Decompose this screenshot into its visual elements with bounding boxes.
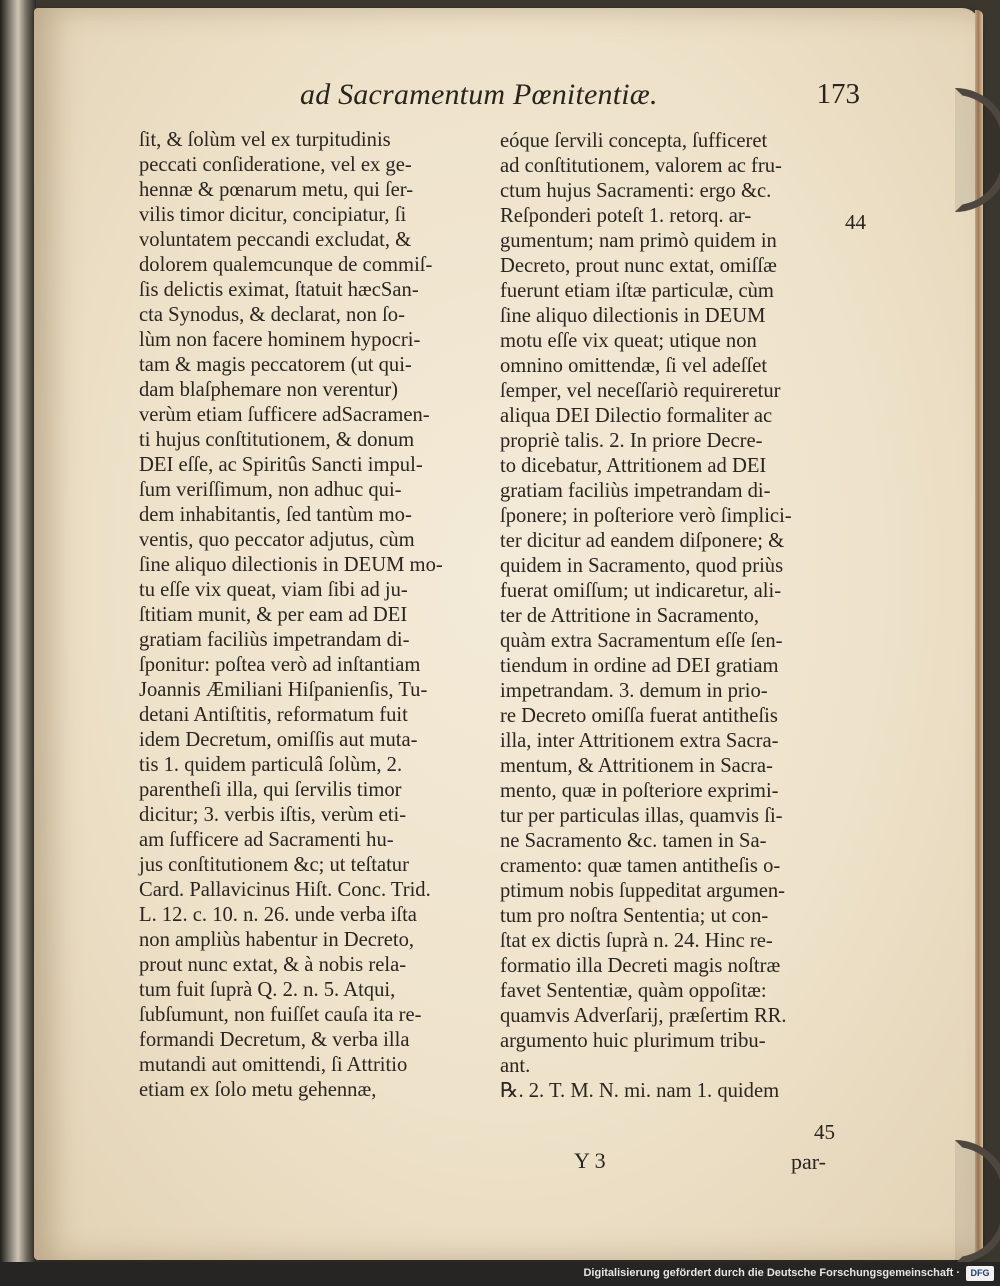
text-line: formatio illa Decreti magis noſtræ bbox=[500, 955, 781, 977]
text-line: dolorem qualemcunque de commiſ- bbox=[139, 254, 433, 276]
text-line: propriè talis. 2. In priore Decre- bbox=[500, 430, 763, 452]
text-line: favet Sententiæ, quàm oppoſitæ: bbox=[500, 980, 767, 1002]
text-line: cta Synodus, & declarat, non ſo- bbox=[139, 304, 405, 326]
margin-number-45: 45 bbox=[814, 1120, 835, 1144]
text-line: ℞. 2. T. M. N. mi. nam 1. quidem bbox=[500, 1080, 780, 1102]
text-line: am ſufficere ad Sacramenti hu- bbox=[139, 829, 394, 851]
text-line: gratiam faciliùs impetrandam di- bbox=[500, 480, 771, 502]
text-line: idem Decretum, omiſſis aut muta- bbox=[139, 729, 418, 751]
text-line: tu eſſe vix queat, viam ſibi ad ju- bbox=[139, 579, 408, 601]
text-line: parentheſi illa, qui ſervilis timor bbox=[139, 779, 402, 801]
text-line: ctum hujus Sacramenti: ergo &c. bbox=[500, 180, 772, 202]
text-line: ſponitur: poſtea verò ad inſtantiam bbox=[139, 654, 421, 676]
text-line: mento, quæ in poſteriore exprimi- bbox=[500, 780, 779, 802]
text-line: quàm extra Sacramentum eſſe ſen- bbox=[500, 630, 783, 652]
book-spine bbox=[0, 0, 36, 1286]
text-line: ter de Attritione in Sacramento, bbox=[500, 605, 760, 627]
page-number: 173 bbox=[816, 78, 860, 110]
text-line: ſit, & ſolùm vel ex turpitudinis bbox=[139, 129, 391, 151]
text-line: ſum veriſſimum, non adhuc qui- bbox=[139, 479, 402, 501]
left-column bbox=[139, 128, 477, 1103]
text-line: tum fuit ſuprà Q. 2. n. 5. Atqui, bbox=[139, 979, 396, 1001]
running-header bbox=[300, 78, 860, 124]
text-line: eóque ſervili concepta, ſufficeret bbox=[500, 130, 768, 152]
text-line: ter dicitur ad eandem diſponere; & bbox=[500, 530, 785, 552]
text-line: dicitur; 3. verbis iſtis, verùm eti- bbox=[139, 804, 407, 826]
text-line: etiam ex ſolo metu gehennæ, bbox=[139, 1079, 377, 1101]
binding-ring-bottom bbox=[955, 1140, 1000, 1264]
dfg-logo[interactable]: DFG bbox=[966, 1266, 994, 1281]
margin-number-44: 44 bbox=[845, 210, 866, 234]
text-line: to dicebatur, Attritionem ad DEI bbox=[500, 455, 767, 477]
text-line: Card. Pallavicinus Hiſt. Conc. Trid. bbox=[139, 879, 431, 901]
text-line: ptimum nobis ſuppeditat argumen- bbox=[500, 880, 786, 902]
text-line: fuerat omiſſum; ut indicaretur, ali- bbox=[500, 580, 782, 602]
text-line: dam blaſphemare non verentur) bbox=[139, 379, 399, 401]
text-line: Reſponderi poteſt 1. retorq. ar- bbox=[500, 205, 752, 227]
footer-bar bbox=[0, 1262, 1000, 1286]
text-line: ſponere; in poſteriore verò ſimplici- bbox=[500, 505, 792, 527]
text-line: ti hujus conſtitutionem, & donum bbox=[139, 429, 415, 451]
text-line: tam & magis peccatorem (ut qui- bbox=[139, 354, 412, 376]
text-line: gratiam faciliùs impetrandam di- bbox=[139, 629, 410, 651]
text-line: ſis delictis eximat, ſtatuit hæcSan- bbox=[139, 279, 419, 301]
text-line: jus conſtitutionem &c; ut teſtatur bbox=[139, 854, 409, 876]
text-line: mentum, & Attritionem in Sacra- bbox=[500, 755, 773, 777]
binding-ring-top bbox=[955, 88, 1000, 212]
text-line: ſine aliquo dilectionis in DEUM mo- bbox=[139, 554, 443, 576]
text-line: ſine aliquo dilectionis in DEUM bbox=[500, 305, 766, 327]
text-line: ad conſtitutionem, valorem ac fru- bbox=[500, 155, 782, 177]
text-line: tis 1. quidem particulâ ſolùm, 2. bbox=[139, 754, 403, 776]
text-line: quidem in Sacramento, quod priùs bbox=[500, 555, 784, 577]
text-line: vilis timor dicitur, concipiatur, ſi bbox=[139, 204, 407, 226]
text-line: tum pro noſtra Sententia; ut con- bbox=[500, 905, 769, 927]
text-line: omnino omittendæ, ſi vel adeſſet bbox=[500, 355, 768, 377]
text-line: impetrandam. 3. demum in prio- bbox=[500, 680, 768, 702]
catchword: par- bbox=[791, 1149, 826, 1174]
text-line: verùm etiam ſufficere adSacramen- bbox=[139, 404, 430, 426]
text-line: DEI eſſe, ac Spiritûs Sancti impul- bbox=[139, 454, 423, 476]
text-line: Decreto, prout nunc extat, omiſſæ bbox=[500, 255, 777, 277]
text-line: ant. bbox=[500, 1055, 531, 1077]
text-line: ne Sacramento &c. tamen in Sa- bbox=[500, 830, 767, 852]
text-line: peccati conſideratione, vel ex ge- bbox=[139, 154, 412, 176]
text-line: tur per particulas illas, quamvis ſi- bbox=[500, 805, 783, 827]
text-line: ſtitiam munit, & per eam ad DEI bbox=[139, 604, 408, 626]
signature-mark: Y 3 bbox=[574, 1148, 606, 1173]
text-line: motu eſſe vix queat; utique non bbox=[500, 330, 757, 352]
text-line: L. 12. c. 10. n. 26. unde verba iſta bbox=[139, 904, 417, 926]
text-line: formandi Decretum, & verba illa bbox=[139, 1029, 410, 1051]
text-line: gumentum; nam primò quidem in bbox=[500, 230, 777, 252]
right-column bbox=[500, 129, 850, 1104]
text-line: re Decreto omiſſa fuerat antitheſis bbox=[500, 705, 778, 727]
text-line: Joannis Æmiliani Hiſpanienſis, Tu- bbox=[139, 679, 428, 701]
text-line: detani Antiſtitis, reformatum fuit bbox=[139, 704, 408, 726]
text-line: ventis, quo peccator adjutus, cùm bbox=[139, 529, 415, 551]
text-line: fuerunt etiam iſtæ particulæ, cùm bbox=[500, 280, 774, 302]
text-line: illa, inter Attritionem extra Sacra- bbox=[500, 730, 779, 752]
text-line: ſubſumunt, non fuiſſet cauſa ita re- bbox=[139, 1004, 422, 1026]
text-line: aliqua DEI Dilectio formaliter ac bbox=[500, 405, 773, 427]
text-line: dem inhabitantis, ſed tantùm mo- bbox=[139, 504, 412, 526]
text-line: ſtat ex dictis ſuprà n. 24. Hinc re- bbox=[500, 930, 773, 952]
text-line: hennæ & pœnarum metu, qui ſer- bbox=[139, 179, 414, 201]
text-line: mutandi aut omittendi, ſi Attritio bbox=[139, 1054, 408, 1076]
text-line: non ampliùs habentur in Decreto, bbox=[139, 929, 415, 951]
text-line: prout nunc extat, & à nobis rela- bbox=[139, 954, 407, 976]
text-line: voluntatem peccandi excludat, & bbox=[139, 229, 412, 251]
text-line: cramento: quæ tamen antitheſis o- bbox=[500, 855, 781, 877]
text-line: argumento huic plurimum tribu- bbox=[500, 1030, 766, 1052]
text-line: tiendum in ordine ad DEI gratiam bbox=[500, 655, 779, 677]
running-title: ad Sacramentum Pœnitentiæ. bbox=[300, 78, 658, 111]
text-line: quamvis Adverſarij, præſertim RR. bbox=[500, 1005, 787, 1027]
text-line: ſemper, vel neceſſariò requireretur bbox=[500, 380, 781, 402]
funding-credit: Digitalisierung gefördert durch die Deutsche Forschungsgemeinschaft · bbox=[583, 1267, 960, 1279]
text-line: lùm non facere hominem hypocri- bbox=[139, 329, 421, 351]
